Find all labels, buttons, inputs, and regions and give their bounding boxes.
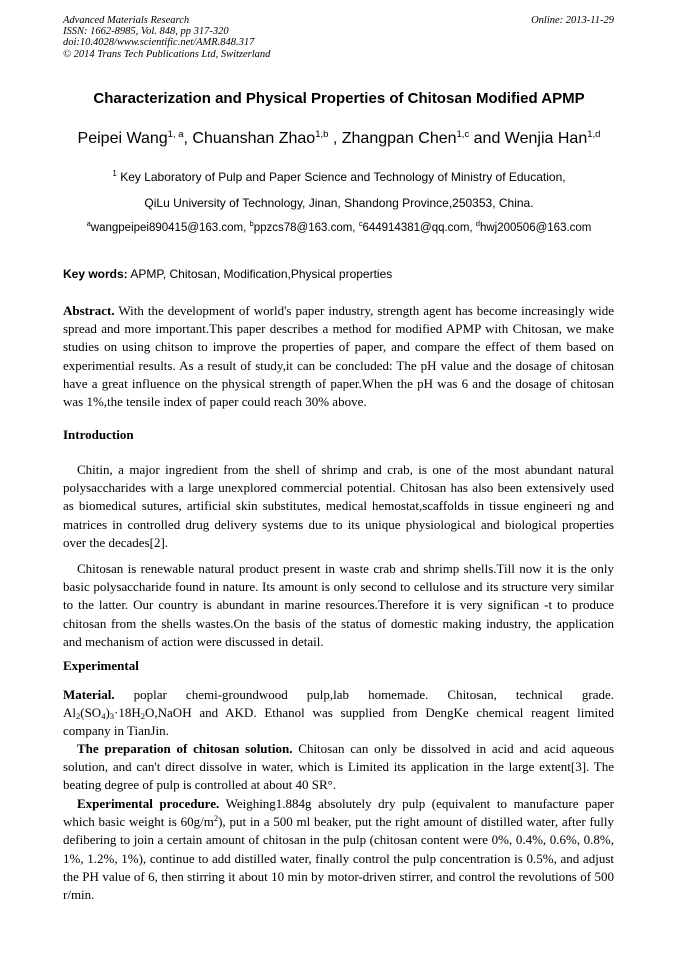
email-address: hwj200506@163.com xyxy=(479,222,592,234)
keywords-label: Key words: xyxy=(63,267,128,281)
material-text: poplar chemi-groundwood pulp,lab homemade. Chitosan, technical grade. xyxy=(114,687,614,702)
online-date: Online: 2013-11-29 xyxy=(531,15,614,26)
journal-issn: ISSN: 1662-8985, Vol. 848, pp 317-320 xyxy=(63,26,229,38)
preparation-text: Chitosan can only be dissolved in acid and acid aqueous solution, and can't direct dissolve in water, which is Limited its application in the large extent[3]. The beating degree of pulp is controlled at about 40 SR°. xyxy=(63,741,615,793)
author-affiliation-mark: 1,d xyxy=(587,129,601,140)
abstract-label: Abstract. xyxy=(63,303,115,318)
experimental-procedure xyxy=(63,795,614,904)
material-label: Material. xyxy=(63,687,115,702)
email-mark: c xyxy=(358,219,363,228)
paper-title: Characterization and Physical Properties of Chitosan Modified APMP xyxy=(93,90,585,107)
introduction-paragraph-1 xyxy=(63,461,614,552)
author-name: Zhangpan Chen xyxy=(341,130,457,147)
email-mark: d xyxy=(475,219,480,228)
keywords xyxy=(63,267,392,281)
chemical-formula: $Al_2(SO_4)_3\cdot 18H_2$ xyxy=(63,705,146,722)
procedure-text-rest: ), put in a 500 ml beaker, put the right amount of distilled water, after fully defibering to join a certain amount of chitosan in the pulp (chitosan content were 0%, 0.4%, 0.6%, 0.8%, 1%, 1.2%, 1%), continue to add distilled water, finally control the pulp concentration is 0.5%, and adjust the PH value of 6, then stirring it about 10 min by motor-driven stirrer, and control the revolutions of 500 r/min. xyxy=(63,814,614,903)
procedure-superscript: 2 xyxy=(213,813,219,824)
section-heading-experimental: Experimental xyxy=(63,658,139,673)
journal-name: Advanced Materials Research xyxy=(63,15,190,26)
paragraph-text: Chitin, a major ingredient from the shell of shrimp and crab, is one of the most abundant natural polysaccharides with a large unexplored commercial potential. Chitosan has also been extensively used as biomedical sutures, artificial skin substitutes, medical hemostat,scaffolds in tissue engineeri ng and matrices in controlled drug delivery systems due to its unique physiological and biological properties over the decades[2]. xyxy=(63,462,614,550)
author-affiliation-mark: 1,b xyxy=(315,129,329,140)
abstract xyxy=(63,302,614,411)
author-affiliation-mark: 1, a xyxy=(167,129,184,140)
introduction-paragraph-2 xyxy=(63,560,614,651)
email-address: 644914381@qq.com, xyxy=(362,222,476,234)
affiliation-line-2: QiLu University of Technology, Jinan, Shandong Province,250353, China. xyxy=(144,196,534,210)
email-address: wangpeipei890415@163.com, xyxy=(90,222,250,234)
author-name: Chuanshan Zhao xyxy=(192,130,316,147)
affiliation-mark: 1 xyxy=(112,169,117,178)
author-emails xyxy=(0,219,678,234)
journal-header xyxy=(63,15,270,60)
affiliation-line-1 xyxy=(0,170,678,184)
journal-copyright: © 2014 Trans Tech Publications Ltd, Switzerland xyxy=(63,48,271,60)
email-mark: a xyxy=(86,219,91,228)
procedure-label: Experimental procedure. xyxy=(77,796,220,811)
paragraph-text: Chitosan is renewable natural product present in waste crab and shrimp shells.Till now it is the only basic polysaccharide found in nature. Its amount is only second to cellulose and its structure very similar to the latter. Our country is abundant in marine resources.Therefore it is very significan -t to produce chitosan from the shells wastes.On the basis of the status of domestic making industry, the application and mechanism of action were discussed in detail. xyxy=(63,561,614,649)
journal-doi: doi:10.4028/www.scientific.net/AMR.848.317 xyxy=(63,37,255,49)
author-list xyxy=(0,130,678,148)
abstract-text: With the development of world's paper industry, strength agent has become increasingly wide spread and more important.This paper describes a method for modified APMP with Chitosan, we make studies on using chitson to improve the properties of paper, and compare the effect of them based on experimential results. As a result of study,it can be concluded: The pH value and the dosage of chitosan have a great influence on the physical strength of paper.When the pH was 6 and the dosage of chitosan was 1%,the tensile index of paper could reach 30% above. xyxy=(63,303,614,410)
material-text-rest: O,NaOH and AKD. Ethanol was supplied from DengKe chemical reagent limited company in TianJin. xyxy=(63,705,614,739)
keywords-text: APMP, Chitosan, Modification,Physical properties xyxy=(127,267,393,281)
author-name: Wenjia Han xyxy=(504,130,588,147)
procedure-text: Weighing1.884g absolutely dry pulp (equivalent to manufacture paper which basic weight is 60g/m xyxy=(63,796,614,830)
section-heading-introduction: Introduction xyxy=(63,427,134,442)
author-separator: , xyxy=(328,130,342,147)
email-mark: b xyxy=(249,219,254,228)
email-address: ppzcs78@163.com, xyxy=(253,222,359,234)
author-separator: and xyxy=(469,130,505,147)
affiliation-text: Key Laboratory of Pulp and Paper Science and Technology of Ministry of Education, xyxy=(116,170,566,184)
author-separator: , xyxy=(183,130,193,147)
experimental-material xyxy=(63,686,614,741)
preparation-label: The preparation of chitosan solution. xyxy=(77,741,293,756)
author-affiliation-mark: 1,c xyxy=(456,129,470,140)
experimental-preparation xyxy=(63,740,614,795)
author-name: Peipei Wang xyxy=(77,130,168,147)
